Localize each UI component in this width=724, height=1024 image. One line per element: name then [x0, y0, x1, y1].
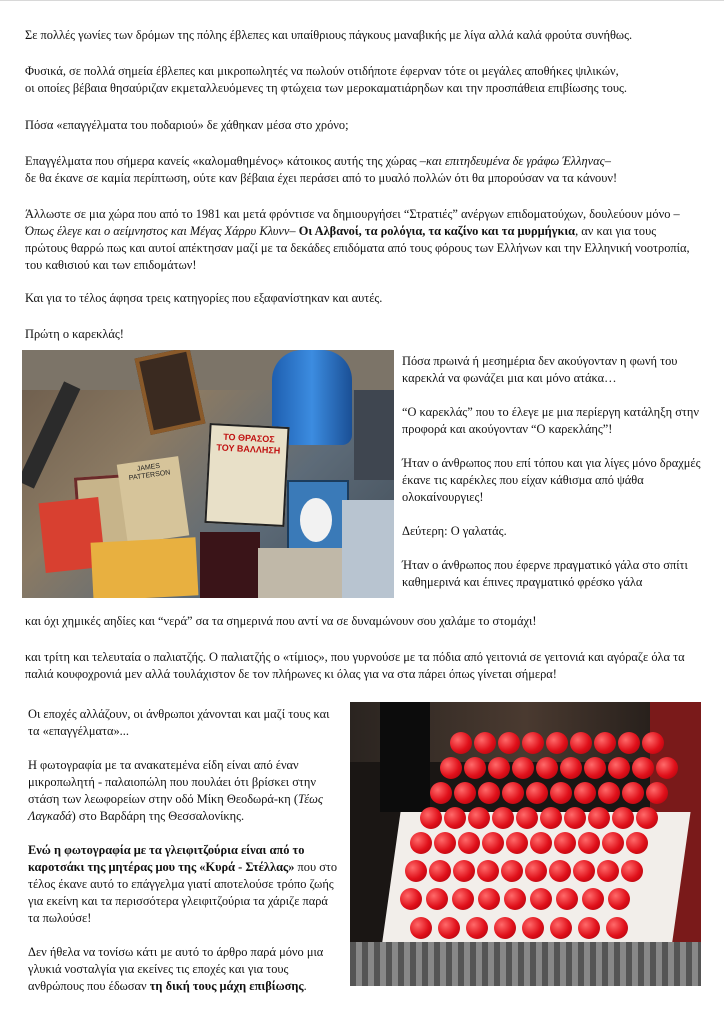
- lollipop: [560, 757, 582, 779]
- lollipop: [636, 807, 658, 829]
- lollipop: [504, 888, 526, 910]
- top-divider: [0, 0, 724, 1]
- text: δε θα έκανε σε καμία περίπτωση, ούτε καν βέβαια έχει περάσει από το μυαλό πολλών ότι θα μπορούσαν να τα κάνουν!: [25, 171, 618, 185]
- lollipop: [564, 807, 586, 829]
- lollipop: [522, 732, 544, 754]
- lollipop: [478, 888, 500, 910]
- lollipop: [410, 917, 432, 939]
- lollipop: [453, 860, 475, 882]
- lollipop: [494, 917, 516, 939]
- lollipop: [429, 860, 451, 882]
- lollipop: [608, 757, 630, 779]
- text: , αν και για τους πρώτους θαρρώ πως και αυτοί απέκτησαν μαζί με τα δεκάδες επιδόματα από τους φόρους των Ελλήνων και την Ελληνική νοοτροπία, του καθισιού και των επιδομάτων!: [25, 224, 690, 272]
- lollipop: [430, 782, 452, 804]
- lollipop: [450, 732, 472, 754]
- paragraph-chair-maker-work: Ήταν ο άνθρωπος που επί τόπου και για λίγες μόνο δραχμές έκανε τις καρέκλες που είχαν κάθισμα από ψάθα ολοκαίνουργιες!: [402, 456, 701, 504]
- lollipop: [482, 832, 504, 854]
- lollipop: [454, 782, 476, 804]
- text: που στο τέλος έκανε αυτό το επάγγελμα γιατί αποτελούσε τρόπο ζωής για εκείνη και τα περισσότερα γλειφιτζούρια τα χάριζε παρά τα πωλούσε!: [28, 860, 338, 925]
- paragraph-chair-maker-accent: “Ο καρεκλάς” που το έλεγε με μια περίεργη κατάληξη στην προφορά και ακούγονταν “Ο καρεκλάης”!: [402, 405, 699, 436]
- lollipop: [622, 782, 644, 804]
- lollipop: [626, 832, 648, 854]
- lollipop: [530, 888, 552, 910]
- lollipop: [554, 832, 576, 854]
- book-illustration: [300, 498, 332, 542]
- italic-street-name: Τέως Λαγκαδά: [28, 792, 323, 823]
- lollipop: [458, 832, 480, 854]
- cables: [354, 390, 394, 480]
- lollipop: [434, 832, 456, 854]
- heading-first-chair-maker: Πρώτη ο καρεκλάς!: [25, 327, 124, 341]
- heading-second-milkman: Δεύτερη: Ο γαλατάς.: [402, 524, 507, 538]
- paragraph-unemployment-armies: [25, 206, 701, 274]
- lollipop: [438, 917, 460, 939]
- lollipop: [400, 888, 422, 910]
- lollipop: [478, 782, 500, 804]
- lollipop: [621, 860, 643, 882]
- dvd-case: [200, 532, 260, 598]
- lollipop: [501, 860, 523, 882]
- lollipop: [578, 917, 600, 939]
- lollipop: [498, 732, 520, 754]
- lollipop: [556, 888, 578, 910]
- bold-caption: Ενώ η φωτογραφία με τα γλειφιτζούρια είναι από το καροτσάκι της μητέρας μου της «Κυρά - Στέλλας»: [28, 843, 305, 874]
- lollipop: [550, 782, 572, 804]
- lollipop: [512, 757, 534, 779]
- lollipop: [466, 917, 488, 939]
- lollipop: [526, 782, 548, 804]
- lollipop: [570, 732, 592, 754]
- paragraph-three-categories: Και για το τέλος άφησα τρεις κατηγορίες που εξαφανίστηκαν και αυτές.: [25, 291, 383, 305]
- lollipop: [646, 782, 668, 804]
- lollipop: [597, 860, 619, 882]
- italic-quote: –Όπως έλεγε και ο αείμνηστος και Μέγας Χάρρυ Κλυνν–: [25, 207, 680, 238]
- lollipop-group: [350, 702, 701, 986]
- lollipop: [410, 832, 432, 854]
- photo-lollipop-cart: [350, 702, 701, 986]
- paragraph-junk-dealer: και τρίτη και τελευταία ο παλιατζής. Ο παλιατζής ο «τίμιος», που γυρνούσε με τα πόδια από γειτονιά σε γειτονιά και αγόραζε όλα τα παλιά κουφοχρονιά μεν αλλά τουλάχιστον δε τον πλήρωνες κι όλας για να στα πάρει όπως γίνεται σήμερα!: [25, 650, 685, 681]
- lollipop: [612, 807, 634, 829]
- lollipop: [536, 757, 558, 779]
- lollipop: [656, 757, 678, 779]
- lollipop: [452, 888, 474, 910]
- paragraph-times-change: Οι εποχές αλλάζουν, οι άνθρωποι χάνονται και μαζί τους και τα «επαγγέλματα»...: [28, 707, 330, 738]
- lollipop: [502, 782, 524, 804]
- lollipop: [618, 732, 640, 754]
- lollipop: [488, 757, 510, 779]
- book-yellow: [91, 537, 199, 598]
- text: Η φωτογραφία με τα ανακατεμένα είδη είναι από έναν μικροπωλητή - παλαιοπώλη που πουλάει ότι βρίσκει στην στάση των λεωφορείων στην οδό Μίκη Θεοδωρά-κη (: [28, 758, 316, 806]
- lollipop: [426, 888, 448, 910]
- paragraph-professions-today: [25, 153, 701, 187]
- lollipop: [550, 917, 572, 939]
- lollipop: [530, 832, 552, 854]
- book-thrasos: ΤΟ ΘΡΑΣΟΣ ΤΟΥ ΒΑΛΛΗΣΗ: [204, 423, 289, 527]
- paragraph-milkman: Ήταν ο άνθρωπος που έφερνε πραγματικό γάλα στο σπίτι καθημερινά και έπινες πραγματικό φρέσκο γάλα: [402, 558, 688, 589]
- lollipop: [598, 782, 620, 804]
- text: ) στο Βαρδάρη της Θεσσαλονίκης.: [71, 809, 245, 823]
- book-james-patterson: JAMES PATTERSON: [117, 456, 190, 544]
- bold-quote: Οι Αλβανοί, τα ρολόγια, τα καζίνο και τα μυρμήγκια: [295, 224, 576, 238]
- lollipop: [642, 732, 664, 754]
- text: Δεν ήθελα να τονίσω κάτι με αυτό το άρθρο παρά μόνο μια γλυκιά νοσταλγία για εκείνες τις εποχές και για τους ανθρώπους που έδωσαν: [28, 945, 324, 993]
- lollipop: [573, 860, 595, 882]
- toy-gun: [22, 381, 80, 488]
- paragraph-street-vendors: [25, 63, 701, 97]
- lollipop: [574, 782, 596, 804]
- paragraph-chair-maker-call: Πόσα πρωινά ή μεσημέρια δεν ακούγονταν η φωνή του καρεκλά να φωνάζει μια και μόνο ατάκα…: [402, 354, 678, 385]
- paragraph-milkman-continued: και όχι χημικές αηδίες και “νερά” σα τα σημερινά που αντί να σε δυναμώνουν σου χαλάμε το στομάχι!: [25, 614, 537, 628]
- photo-flea-market-goods: [22, 350, 394, 598]
- lollipop: [477, 860, 499, 882]
- line: οι οποίες βέβαια θησαύριζαν εκμεταλλευόμενες τη φτώχεια των μεροκαματιάρηδων και την προσπάθεια επιβίωσης τους.: [25, 81, 627, 95]
- text: Επαγγέλματα που σήμερα κανείς «καλομαθημένος» κάτοικος αυτής της χώρας: [25, 154, 420, 168]
- paragraph-closing: [28, 944, 340, 995]
- bold-closing: τη δική τους μάχη επιβίωσης: [149, 979, 304, 993]
- lollipop: [602, 832, 624, 854]
- lollipop: [606, 917, 628, 939]
- lollipop: [546, 732, 568, 754]
- lollipop: [464, 757, 486, 779]
- lollipop: [440, 757, 462, 779]
- lollipop: [582, 888, 604, 910]
- lollipop: [420, 807, 442, 829]
- paragraph-fruit-stalls: Σε πολλές γωνίες των δρόμων της πόλης έβλεπες και υπαίθριους πάγκους μαναβικής με λίγα αλλά καλά φρούτα συνήθως.: [25, 28, 633, 42]
- misc-items: [342, 500, 394, 598]
- lollipop: [468, 807, 490, 829]
- lollipop: [444, 807, 466, 829]
- paragraph-lost-jobs-question: Πόσα «επαγγέλματα του ποδαριού» δε χάθηκαν μέσα στο χρόνο;: [25, 118, 349, 132]
- lollipop: [608, 888, 630, 910]
- text: Άλλωστε σε μια χώρα που από το 1981 και μετά φρόντισε να δημιουργήσει “Στρατιές” ανέργων επιδοματούχων, δουλεύουν μόνο: [25, 207, 674, 221]
- lollipop: [405, 860, 427, 882]
- left-column-text: [28, 706, 340, 995]
- lollipop: [474, 732, 496, 754]
- lollipop: [540, 807, 562, 829]
- italic-aside: –και επιτηδευμένα δε γράφω Έλληνας–: [419, 154, 611, 168]
- paragraph-photo-caption-1: [28, 757, 340, 825]
- misc-items: [258, 548, 348, 598]
- lollipop: [516, 807, 538, 829]
- lollipop: [578, 832, 600, 854]
- text: .: [303, 979, 307, 993]
- lollipop: [632, 757, 654, 779]
- lollipop: [588, 807, 610, 829]
- lollipop: [594, 732, 616, 754]
- right-column-text: [402, 353, 702, 591]
- line: Φυσικά, σε πολλά σημεία έβλεπες και μικροπωλητές να πωλούν οτιδήποτε έφερναν τότε οι μεγάλες αποθήκες ψιλικών,: [25, 64, 619, 78]
- lollipop: [549, 860, 571, 882]
- lollipop: [506, 832, 528, 854]
- lollipop: [525, 860, 547, 882]
- lollipop: [584, 757, 606, 779]
- lollipop: [492, 807, 514, 829]
- paragraph-photo-caption-2: [28, 842, 340, 927]
- lollipop: [522, 917, 544, 939]
